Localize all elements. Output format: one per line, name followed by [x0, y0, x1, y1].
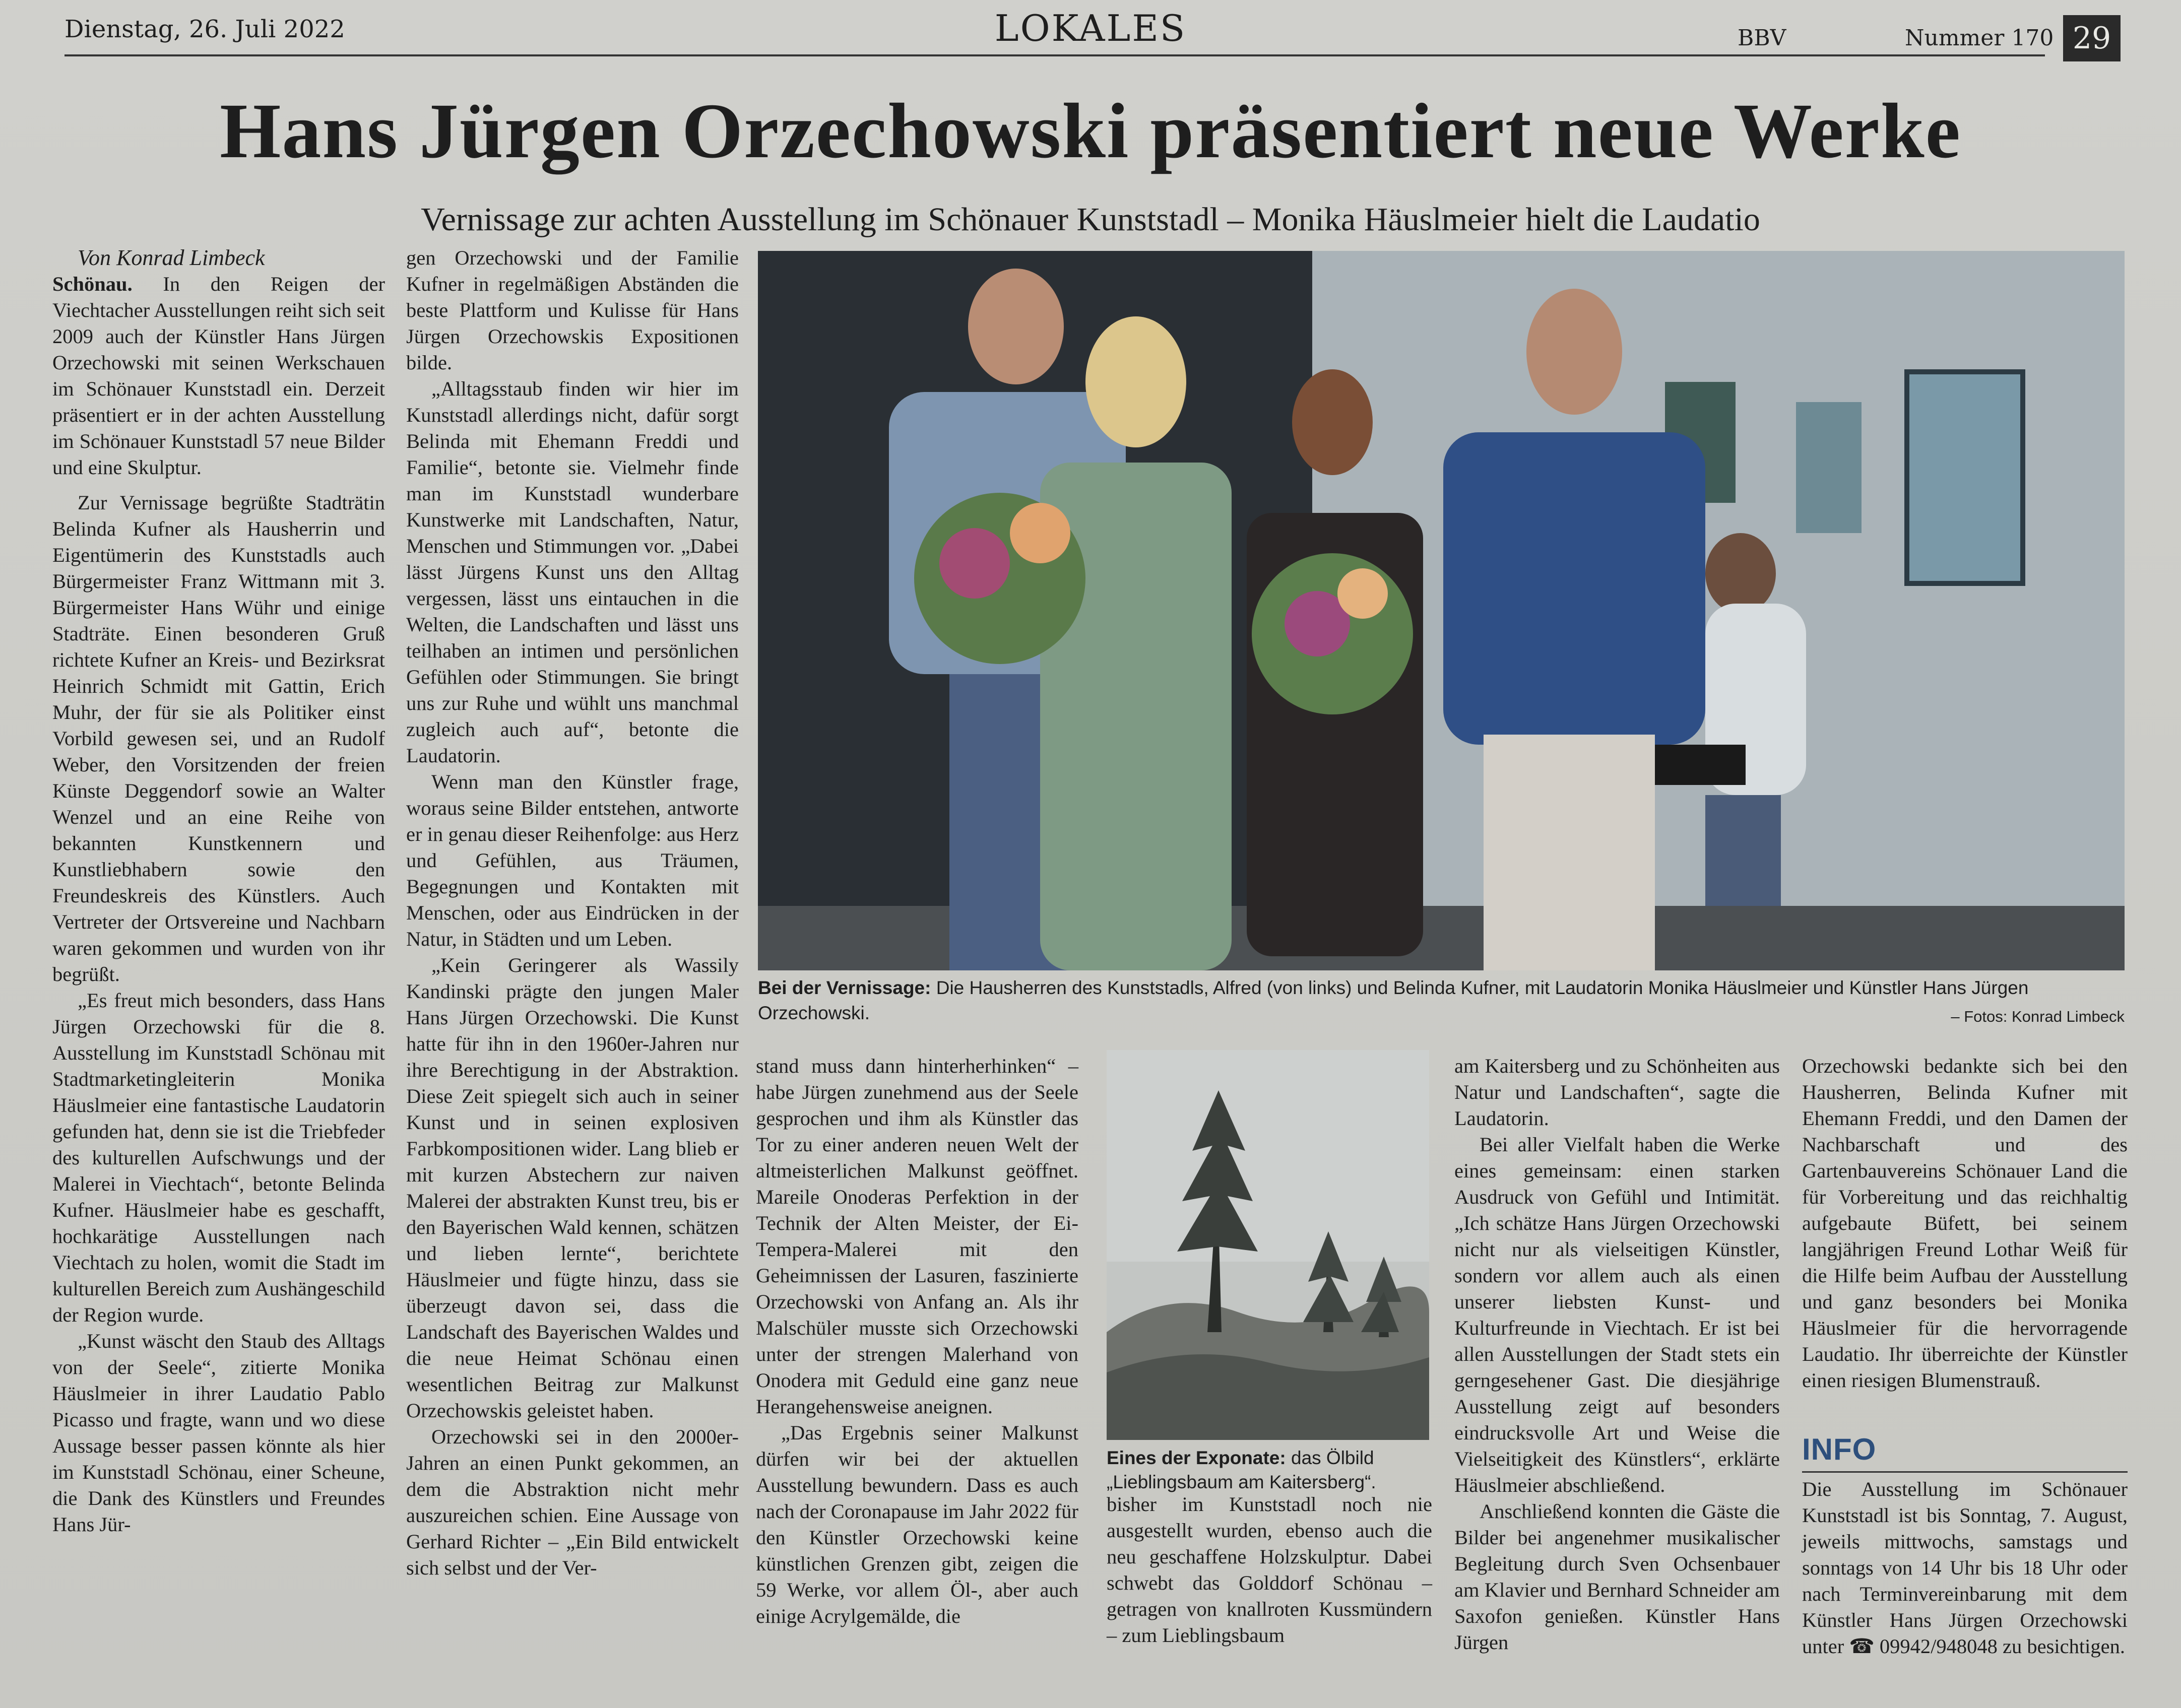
- issue-number: Nummer 170: [1905, 25, 2054, 51]
- dateline: Schönau.: [52, 273, 133, 295]
- vernissage-photo: [758, 251, 2125, 970]
- painting-caption-lead: Eines der Exponate:: [1107, 1448, 1286, 1468]
- photo-caption-text: Die Hausherren des Kunststadls, Alfred (von links) und Belinda Kufner, mit Laudatorin Monika Häuslmeier und Künstler Hans Jürgen Orzechowski.: [758, 977, 2029, 1023]
- paragraph: „Es freut mich besonders, dass Hans Jürgen Orzechowski für die 8. Ausstellung im Kunststadl Schönau mit Stadtmarketingleiterin Monika Häuslmeier eine fantastische Laudatorin gefunden hat, denn sie ist die Triebfeder des kulturellen Aufschwungs und der Malerei in Viechtach“, betonte Belinda Kufner. Häuslmeier habe es geschafft, hochkarätige Ausstellungen nach Viechtach zu holen, womit die Stadt im kulturellen Bereich zum Aushängeschild der Region wurde.: [52, 989, 385, 1326]
- painting-caption: [1107, 1446, 1432, 1494]
- article-subheadline: Vernissage zur achten Ausstellung im Schönauer Kunststadl – Monika Häuslmeier hielt die Laudatio: [421, 201, 1760, 238]
- painting-image: [1107, 1050, 1429, 1440]
- info-rule: [1802, 1471, 2128, 1473]
- article-column-2: [406, 245, 739, 1581]
- article-column-6: [1802, 1053, 2128, 1394]
- article-column-3: [756, 1053, 1078, 1629]
- article-column-4: [1107, 1491, 1432, 1649]
- paragraph: Zur Vernissage begrüßte Stadträtin Belinda Kufner als Hausherrin und Eigentümerin des Kunststadls auch Bürgermeister Franz Wittmann mit 3. Bürgermeister Hans Wühr und einige Stadträte. Einen besonderen Gruß richtete Kufner an Kreis- und Bezirksrat Heinrich Schmidt mit Gattin, Erich Muhr, der für sie als Politiker einst Vorbild gewesen sei, und an Rudolf Weber, den Vorsitzenden der freien Künste Deggendorf sowie an Walter Wenzel und an eine Reihe von bekannten Kunstkennern und Kunstliebhabern sowie den Freundeskreis des Künstlers. Auch Vertreter der Ortsvereine und Nachbarn waren gekommen und wurden von ihr begrüßt.: [52, 491, 385, 986]
- section-title: LOKALES: [994, 7, 1187, 49]
- paragraph: Bei aller Vielfalt haben die Werke eines gemeinsam: einen starken Ausdruck von Gefühl und Intimität. „Ich schätze Hans Jürgen Orzechowski nicht nur als vielseitigen Künstler, sondern vor allem auch als einen unserer liebsten Kunst- und Kulturfreunde in Viechtach. Er ist bei allen Ausstellungen der Stadt stets ein gerngesehener Gast. Die diesjährige Ausstellung zeigt auf besonders eindrucksvolle Art und Weise die Vielseitigkeit des Künstlers“, erklärte Häuslmeier abschließend.: [1454, 1133, 1780, 1496]
- paragraph: am Kaitersberg und zu Schönheiten aus Natur und Landschaften“, sagte die Laudatorin.: [1454, 1055, 1780, 1130]
- paragraph: Wenn man den Künstler frage, woraus seine Bilder entstehen, antworte er in genau dieser Reihenfolge: aus Herz und Gefühlen, aus Träumen, Begegnungen und Kontakten mit Menschen, oder aus Eindrücken in der Natur, in Städten und um Leben.: [406, 770, 739, 950]
- paragraph: gen Orzechowski und der Familie Kufner in regelmäßigen Abständen die beste Plattform und Kulisse für Hans Jürgen Orzechowskis Expositionen bilde.: [406, 246, 739, 374]
- painting-caption-text: das Ölbild „Lieblingsbaum am Kaitersberg“.: [1107, 1448, 1376, 1492]
- tree-painting-illustration: [1107, 1050, 1429, 1440]
- paragraph: stand muss dann hinterherhinken“ – habe Jürgen zunehmend aus der Seele gesprochen und ihm als Künstler das Tor zu einer anderen neuen Welt der altmeisterlichen Malkunst geöffnet. Mareile Onoderas Perfektion in der Technik der Alten Meister, der Ei-Tempera-Malerei mit den Geheimnissen der Lasuren, faszinierte Orzechowski von Anfang an. Als ihr Malschüler musste sich Orzechowski unter der strengen Malerhand von Onodera mit Geduld eine ganz neue Herangehensweise aneignen.: [756, 1055, 1078, 1418]
- page-number: 29: [2063, 15, 2121, 61]
- article-column-1: [52, 245, 385, 1538]
- paragraph: Schönau. In den Reigen der Viechtacher Ausstellungen reiht sich seit 2009 auch der Künstler Hans Jürgen Orzechowski mit seinen Werkschauen im Schönauer Kunststadl ein. Derzeit präsentiert er in der achten Ausstellung im Schönauer Kunststadl 57 neue Bilder und eine Skulptur.: [52, 273, 385, 479]
- paragraph: „Kein Geringerer als Wassily Kandinski prägte den jungen Maler Hans Jürgen Orzechowski. Die Kunst hatte für ihn in den 1960er-Jahren nur ihre Berechtigung in der Abstraktion. Diese Zeit spiegelt sich auch in seiner Kunst und in seinen explosiven Farbkompositionen wider. Lang blieb er mit kurzen Abstechern zur naiven Malerei der abstrakten Kunst treu, bis er den Bayerischen Wald kennen, schätzen und lieben lernte“, berichtete Häuslmeier und fügte hinzu, dass sie überzeugt davon sei, dass die Landschaft des Bayerischen Waldes und die neue Heimat Schönau einen wesentlichen Beitrag zur Malkunst Orzechowskis geleistet haben.: [406, 954, 739, 1422]
- photo-credit: – Fotos: Konrad Limbeck: [1951, 1008, 2125, 1025]
- photo-caption-lead: Bei der Vernissage:: [758, 977, 931, 998]
- paragraph: Orzechowski bedankte sich bei den Hausherren, Belinda Kufner mit Ehemann Freddi, und den Damen der Nachbarschaft und des Gartenbauvereins Schönauer Land die für Vorbereitung und das reichhaltig aufgebaute Büfett, bei seinem langjährigen Freund Lothar Weiß für die Hilfe beim Aufbau der Ausstellung und ganz besonders bei Monika Häuslmeier für die hervorragende Laudatio. Ihr überreichte der Künstler einen riesigen Blumenstrauß.: [1802, 1055, 2128, 1392]
- info-heading: INFO: [1802, 1432, 1877, 1466]
- publisher-label: BBV: [1738, 25, 1786, 51]
- article-column-5: [1454, 1053, 1780, 1656]
- paragraph: „Kunst wäscht den Staub des Alltags von der Seele“, zitierte Monika Häuslmeier in ihrer Laudatio Pablo Picasso und fragte, wann und wo diese Aussage besser passen könnte als hier im Kunststadl Schönau, einer Scheune, die Dank des Künstlers und Freundes Hans Jür-: [52, 1330, 385, 1536]
- byline: Von Konrad Limbeck: [78, 245, 265, 270]
- paragraph: Orzechowski sei in den 2000er-Jahren an einen Punkt gekommen, an dem die Abstraktion nicht mehr auszureichen schien. Eine Aussage von Gerhard Richter – „Ein Bild entwickelt sich selbst und der Ver-: [406, 1425, 739, 1579]
- article-headline: Hans Jürgen Orzechowski präsentiert neue Werke: [220, 87, 1961, 174]
- info-phone: 09942/948048 zu besichtigen.: [1879, 1635, 2125, 1658]
- paragraph: „Alltagsstaub finden wir hier im Kunststadl allerdings nicht, dafür sorgt Belinda mit Ehemann Freddi und Familie“, betonte sie. Vielmehr finde man im Kunststadl wunderbare Kunstwerke mit Landschaften, Natur, Menschen und Stimmungen vor. „Dabei lässt Jürgens Kunst uns den Alltag vergessen, lässt uns eintauchen in die Welten, die Landschaften und lässt uns teilhaben an intimen und persönlichen Gefühlen oder Stimmungen. Sie bringt uns zur Ruhe und wühlt uns manchmal zugleich auch auf“, betonte die Laudatorin.: [406, 377, 739, 767]
- info-text: [1802, 1476, 2128, 1660]
- paragraph: bisher im Kunststadl noch nie ausgestellt wurden, ebenso auch die neu geschaffene Holzskulptur. Dabei schwebt das Golddorf Schönau – getragen von knallroten Kussmündern – zum Lieblingsbaum: [1107, 1493, 1432, 1647]
- vernissage-photo-illustration: [758, 251, 2125, 970]
- issue-date: Dienstag, 26. Juli 2022: [65, 15, 345, 43]
- paragraph: „Das Ergebnis seiner Malkunst dürfen wir bei der aktuellen Ausstellung bewundern. Dass es auch nach der Coronapause im Jahr 2022 für den Künstler Orzechowski keine künstlichen Grenzen gibt, zeigen die 59 Werke, vor allem Öl-, aber auch einige Acrylgemälde, die: [756, 1421, 1078, 1627]
- paragraph: Anschließend konnten die Gäste die Bilder bei angenehmer musikalischer Begleitung durch Sven Ochsenbauer am Klavier und Bernhard Schneider am Saxofon genießen. Künstler Hans Jürgen: [1454, 1500, 1780, 1654]
- info-body: Die Ausstellung im Schönauer Kunststadl ist bis Sonntag, 7. August, jeweils mittwochs, samstags und sonntags von 14 Uhr bis 18 Uhr oder nach Terminvereinbarung mit dem Künstler Hans Jürgen Orzechowski unter: [1802, 1478, 2128, 1658]
- phone-icon: ☎: [1849, 1635, 1875, 1658]
- header-rule: [65, 54, 2045, 56]
